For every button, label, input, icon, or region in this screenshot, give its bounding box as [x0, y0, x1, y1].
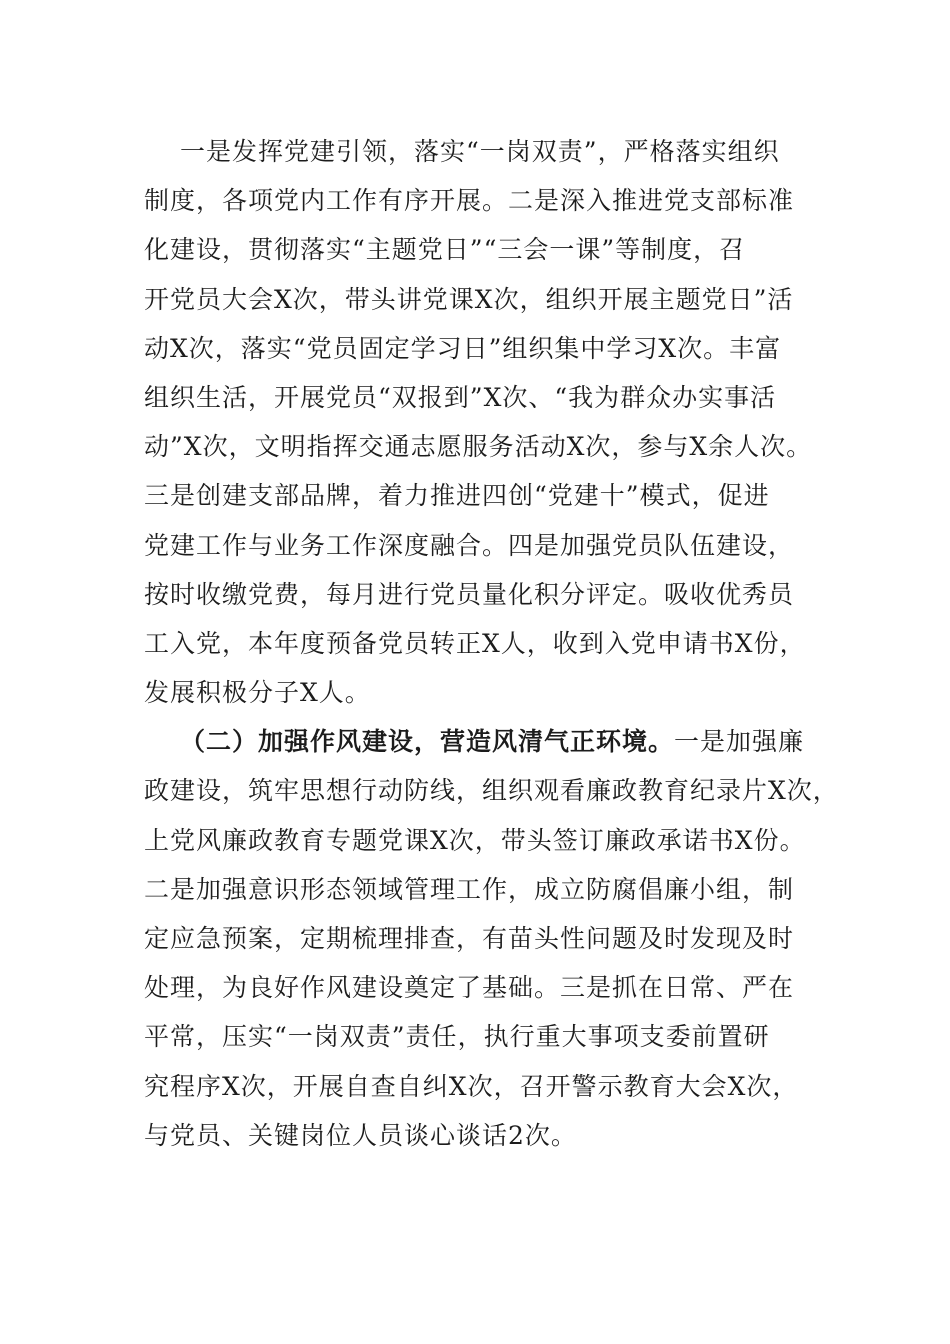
paragraph-line: 工入党，本年度预备党员转正X人，收到入党申请书X份，: [144, 628, 806, 658]
paragraph-line: 一是发挥党建引领，落实“一岗双责”，严格落实组织: [180, 137, 780, 166]
paragraph-line: 党建工作与业务工作深度融合。四是加强党员队伍建设，: [144, 530, 795, 560]
paragraph-line: 二是加强意识形态领域管理工作，成立防腐倡廉小组，制: [144, 874, 795, 904]
paragraph-line: 处理，为良好作风建设奠定了基础。三是抓在日常、严在: [144, 973, 795, 1003]
paragraph-line: 三是创建支部品牌，着力推进四创“党建十”模式，促进: [144, 481, 770, 511]
paragraph-line: 开党员大会X次，带头讲党课X次，组织开展主题党日”活: [144, 284, 794, 314]
heading-line-rest: 一是加强廉: [674, 727, 805, 757]
paragraph-line: 动X次，落实“党员固定学习日”组织集中学习X次。丰富: [144, 333, 782, 363]
paragraph-line: 按时收缴党费，每月进行党员量化积分评定。吸收优秀员: [144, 579, 795, 609]
paragraph-work-style: [144, 717, 864, 1160]
paragraph-line: 制度，各项党内工作有序开展。二是深入推进党支部标准: [144, 186, 795, 216]
paragraph-line: 平常，压实“一岗双责”责任，执行重大事项支委前置研: [144, 1022, 770, 1052]
paragraph-line: 上党风廉政教育专题党课X次，带头签订廉政承诺书X份。: [144, 825, 806, 855]
paragraph-line: 组织生活，开展党员“双报到”X次、“我为群众办实事活: [144, 382, 777, 412]
paragraph-line: 定应急预案，定期梳理排查，有苗头性问题及时发现及时: [144, 924, 795, 953]
paragraph-line: 与党员、关键岗位人员谈心谈话2次。: [144, 1120, 577, 1150]
paragraph-line: 发展积极分子X人。: [144, 678, 371, 708]
paragraph-line: 政建设，筑牢思想行动防线，组织观看廉政教育纪录片X次，: [144, 776, 839, 806]
document-body: [144, 127, 864, 1160]
section-heading: （二）加强作风建设，营造风清气正环境。: [180, 727, 675, 757]
paragraph-line: [144, 717, 864, 766]
paragraph-line: 究程序X次，开展自查自纠X次，召开警示教育大会X次，: [144, 1071, 799, 1101]
paragraph-line: 化建设，贯彻落实“主题党日”“三会一课”等制度，召: [144, 235, 746, 265]
paragraph-party-building: [144, 127, 864, 717]
paragraph-line: 动”X次，文明指挥交通志愿服务活动X次，参与X余人次。: [144, 432, 813, 462]
